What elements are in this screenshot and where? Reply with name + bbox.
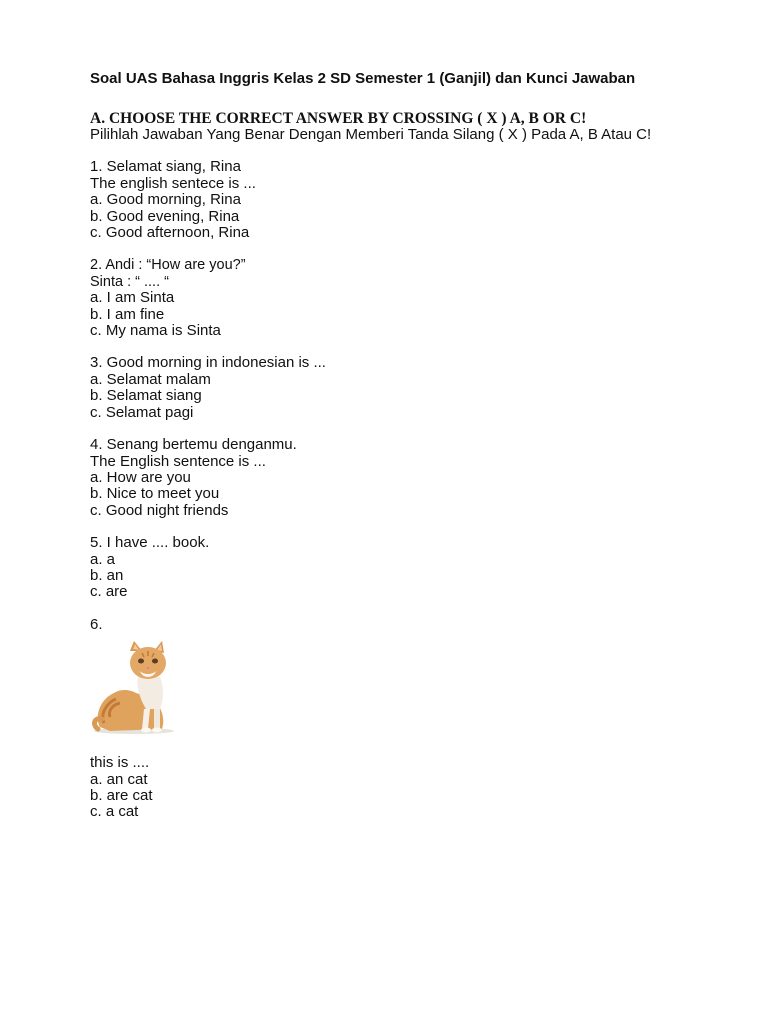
option-b: b. Selamat siang [90,387,202,405]
question-2 [90,257,690,339]
option-a: a. a [90,550,116,568]
question-number: 6. [90,615,103,633]
option-b: b. Nice to meet you [90,485,220,503]
question-4 [90,437,690,519]
option-c: c. Good afternoon, Rina [90,224,250,242]
question-prompt: The English sentence is ... [90,452,266,470]
option-b: b. are cat [90,786,153,804]
question-text: 1. Selamat siang, Rina [90,158,241,176]
cat-illustration-icon [90,637,176,735]
question-6 [90,617,690,821]
option-a: a. Good morning, Rina [90,191,241,209]
option-a: a. Selamat malam [90,370,211,388]
instruction-text: Pilihlah Jawaban Yang Benar Dengan Memberi Tanda Silang ( X ) Pada A, B Atau C! [90,126,652,143]
question-text: 4. Senang bertemu denganmu. [90,436,297,454]
option-c: c. are [90,583,128,601]
question-text: 3. Good morning in indonesian is ... [90,354,326,372]
option-a: a. an cat [90,770,148,788]
question-1 [90,159,690,241]
question-prompt: this is .... [90,754,150,772]
option-c: c. Good night friends [90,501,229,519]
question-3 [90,355,690,421]
worksheet-page [90,70,690,821]
option-c: c. Selamat pagi [90,403,194,421]
option-b: b. Good evening, Rina [90,207,240,225]
option-a: a. I am Sinta [90,289,175,307]
option-c: c. a cat [90,803,139,821]
option-c: c. My nama is Sinta [90,322,221,340]
question-text: 5. I have .... book. [90,534,210,552]
option-b: b. an [90,566,124,584]
question-prompt: Sinta : “ .... “ [90,273,169,290]
option-a: a. How are you [90,468,191,486]
question-text: 2. Andi : “How are you?” [90,257,246,274]
document-title: Soal UAS Bahasa Inggris Kelas 2 SD Semester 1 (Ganjil) dan Kunci Jawaban [90,70,636,87]
cat-image [90,637,176,735]
option-b: b. I am fine [90,305,165,323]
section-a-heading: A. CHOOSE THE CORRECT ANSWER BY CROSSING ( X ) A, B OR C! [90,110,587,127]
question-prompt: The english sentece is ... [90,174,256,192]
question-5 [90,535,690,601]
